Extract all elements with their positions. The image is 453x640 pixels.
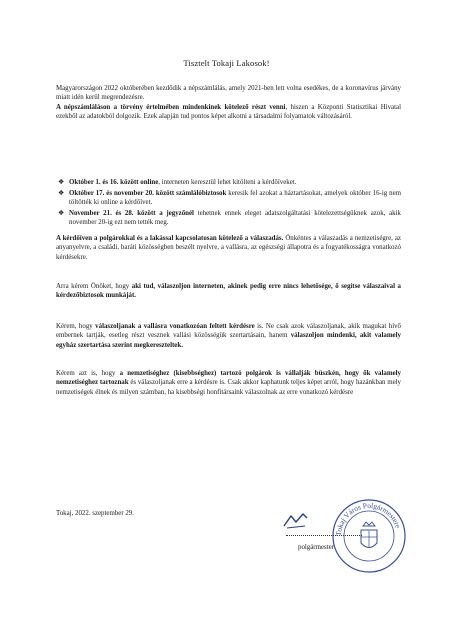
bullet-text: tehetnek ennek eleget adatszolgáltatási kötelezettségüknek azok, akik november 20-ig ezt nem tették meg. [69, 210, 401, 227]
intro-rest: , hiszen a Központi Statisztikai Hivatal ezekből az adatokból dolgozik. Ezek alapján tud pontos képet alkotni a társadalmi folyamatok változásáról. [56, 103, 401, 120]
list-item [58, 209, 401, 228]
bullet-bold: November 21. és 28. között a jegyzőnél [69, 210, 194, 218]
mandatory-rest: Önkéntes a válaszadás a nemzetiségre, az anyanyelvre, a családi, baráti közösségben beszélt nyelvre, a vallásra, az egészségi állapotra és a fogyatékosságra vonatkozó kérdésekre. [56, 235, 401, 261]
signature-mark [281, 510, 311, 532]
bullet-icon: ❖ [58, 188, 65, 197]
bullet-text: keresik fel azokat a háztartásokat, amelyek október 16-ig nem töltötték ki online a kérdőívet. [69, 189, 401, 207]
nationality-paragraph [56, 369, 401, 397]
list-item [58, 178, 401, 187]
online-text: Arra kérem Önöket, hogy [56, 283, 132, 290]
bullet-icon: ❖ [58, 178, 65, 186]
list-item [58, 189, 401, 208]
online-bold: aki tud, válaszoljon interneten, akinek pedig erre nincs lehetősége, ő segítse válaszaival a kérdezőbiztosok munkáját. [56, 283, 401, 300]
official-seal-stamp [330, 497, 408, 575]
mandatory-paragraph [56, 234, 401, 262]
religion-text: Kérem, hogy [56, 323, 96, 330]
signer-title: polgármester [298, 544, 334, 551]
bullet-bold: Október 17. és november 20. között számlálóbiztosok [69, 189, 227, 197]
letter-date: Tokaj, 2022. szeptember 29. [56, 510, 134, 517]
bullet-icon: ❖ [58, 209, 65, 218]
nationality-bold: a nemzetiséghez (kisebbséghez) tartozó polgárok is vállalják büszkén, hogy ők valamely nemzetiséghez tartoznak [56, 370, 401, 387]
signature-line [286, 535, 362, 536]
religion-paragraph [56, 322, 401, 350]
religion-bold-2: válaszoljon mindenki, akit valamely egyház szertartása szerint megkereszteltek. [56, 332, 401, 349]
intro-bold: A népszámláláson a törvény értelmében mindenkinek kötelező részt venni [56, 103, 286, 111]
online-paragraph [56, 282, 401, 301]
intro-text: Magyarországon 2022 októberében kezdődik a népszámlálás, amely 2021-ben lett volna esedékes, de a koronavírus járvány miatt idén kerül megrendezésre. [56, 85, 401, 102]
nationality-rest: és válaszoljanak erre a kérdésre is. Csak akkor kaphatunk teljes képet arról, hogy hazánkban mely nemzetiségek élnek és milyen számban, ha kisebbségi honfitársaink válaszolnak az erre vonatkozó kérdésre [56, 379, 401, 396]
svg-text:Tokaj Város Polgármestere: Tokaj Város Polgármestere [333, 500, 403, 537]
bullet-text: , interneten keresztül lehet kitölteni a kérdőíveket. [158, 179, 297, 186]
mandatory-bold: A kérdőíven a polgárokkal és a lakással kapcsolatosan kötelező a válaszadás. [56, 235, 284, 242]
religion-mid: is. Ne csak azok válaszoljanak, akik magukat hívő embernek tartják, esetleg részt vesznek vallási közösségük szertartásain, hanem [56, 323, 401, 340]
intro-paragraph [56, 84, 401, 121]
schedule-list [58, 178, 401, 229]
letter-title: Tisztelt Tokaji Lakosok! [183, 58, 270, 68]
nationality-text: Kérem azt is, hogy [56, 370, 120, 377]
religion-bold-1: válaszoljanak a vallásra vonatkozóan feltett kérdésre [95, 323, 255, 330]
bullet-bold: Október 1. és 16. között online [69, 179, 159, 186]
